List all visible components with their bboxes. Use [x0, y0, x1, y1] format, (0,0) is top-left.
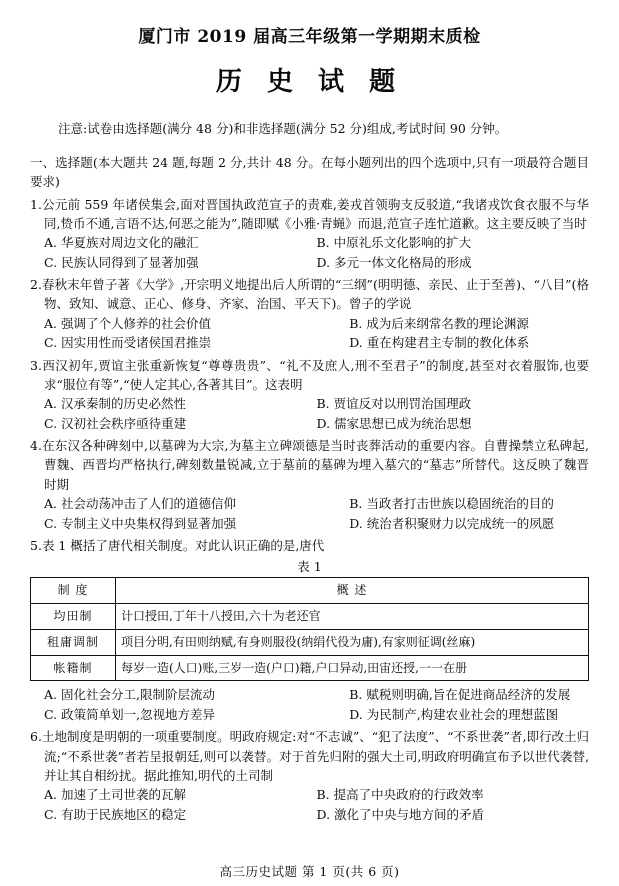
table-1-r1-c0: 租庸调制: [31, 629, 116, 655]
question-5-option-a[interactable]: A. 固化社会分工,限制阶层流动: [44, 687, 215, 703]
table-1-r1-c1: 项目分明,有田则纳赋,有身则服役(纳绢代役为庸),有家则征调(丝麻): [116, 629, 589, 655]
question-3-option-a[interactable]: A. 汉承秦制的历史必然性: [44, 396, 186, 412]
question-4-options: [30, 494, 589, 533]
table-row: [31, 655, 589, 681]
question-1-options: [30, 233, 589, 272]
table-row: [31, 604, 589, 630]
question-6-options: [30, 785, 589, 824]
question-6-option-b[interactable]: B. 提高了中央政府的行政效率: [316, 787, 484, 803]
question-3-option-b[interactable]: B. 贾谊反对以刑罚治国理政: [316, 396, 472, 412]
subject-title: 历 史 试 题: [215, 67, 404, 97]
question-2-option-d[interactable]: D. 重在构建君主专制的教化体系: [349, 335, 530, 351]
question-6-number: 6.: [30, 729, 42, 745]
section-one-heading: 一、选择题(本大题共 24 题,每题 2 分,共计 48 分。在每小题列出的四个选项中,只有一项最符合题目要求): [30, 154, 589, 190]
question-3: [30, 356, 589, 395]
question-2-options: [30, 314, 589, 353]
question-5: [30, 536, 589, 555]
question-6: [30, 727, 589, 785]
question-6-option-a[interactable]: A. 加速了土司世袭的瓦解: [44, 787, 186, 803]
question-1-option-c[interactable]: C. 民族认同得到了显著加强: [44, 254, 199, 270]
table-1-header-1: 概 述: [116, 578, 589, 604]
question-5-options: [30, 685, 589, 724]
table-1-header-0: 制 度: [31, 578, 116, 604]
question-2-stem: 春秋末年曾子著《大学》,开宗明义地提出后人所谓的“三纲”(明明德、亲民、止于至善)、“八目”(格物、致知、诚意、正心、修身、齐家、治国、平天下)。曾子的学说: [41, 277, 589, 312]
table-1-r2-c0: 帐籍制: [31, 655, 116, 681]
table-1-r0-c0: 均田制: [31, 604, 116, 630]
exam-title: 厦门市 2019 届高三年级第一学期期末质检: [138, 27, 481, 47]
table-row-header: [31, 578, 589, 604]
question-1-stem: 公元前 559 年诸侯集会,面对晋国执政范宣子的责难,姜戎首领驹支反驳道,“我诸戎饮食衣服不与华同,贽币不通,言语不达,何恶之能为”,随即赋《小雅·青蝇》而退,范宣子连忙道歉。这主要反映了当时: [41, 196, 589, 231]
question-5-option-c[interactable]: C. 政策简单划一,忽视地方差异: [44, 706, 216, 722]
question-1-number: 1.: [30, 196, 42, 212]
question-6-option-d[interactable]: D. 激化了中央与地方间的矛盾: [316, 806, 485, 822]
question-4-stem: 在东汉各种碑刻中,以墓碑为大宗,为墓主立碑颂德是当时丧葬活动的重要内容。自曹操禁立私碑起,曹魏、西晋均严格执行,碑刻数量锐减,立于墓前的墓碑为埋入墓穴的“墓志”所替代。这反映了魏晋时期: [41, 438, 589, 492]
table-row: [31, 629, 589, 655]
question-2-option-a[interactable]: A. 强调了个人修养的社会价值: [44, 315, 211, 331]
question-4-number: 4.: [30, 438, 42, 453]
question-2-number: 2.: [30, 277, 42, 292]
question-5-option-d[interactable]: D. 为民制产,构建农业社会的理想蓝图: [349, 706, 559, 722]
question-4: [30, 436, 589, 494]
question-3-options: [30, 394, 589, 433]
table-1-r0-c1: 计口授田,丁年十八授田,六十为老还官: [116, 604, 589, 630]
question-2-option-c[interactable]: C. 因实用性而受诸侯国君推崇: [44, 335, 212, 351]
question-1-option-d[interactable]: D. 多元一体文化格局的形成: [316, 254, 472, 270]
question-1-option-a[interactable]: A. 华夏族对周边文化的融汇: [44, 235, 199, 251]
table-1: [30, 577, 589, 681]
exam-notice: 注意:试卷由选择题(满分 48 分)和非选择题(满分 52 分)组成,考试时间 90 分钟。: [58, 121, 508, 136]
question-2: [30, 275, 589, 314]
question-3-option-d[interactable]: D. 儒家思想已成为统治思想: [316, 415, 472, 431]
question-3-option-c[interactable]: C. 汉初社会秩序亟待重建: [44, 415, 187, 431]
question-4-option-c[interactable]: C. 专制主义中央集权得到显著加强: [44, 515, 237, 531]
question-5-stem: 表 1 概括了唐代相关制度。对此认识正确的是,唐代: [41, 537, 325, 553]
question-4-option-b[interactable]: B. 当政者打击世族以稳固统治的目的: [349, 496, 554, 512]
question-3-stem: 西汉初年,贾谊主张重新恢复“尊尊贵贵”、“礼不及庶人,刑不至君子”的制度,甚至对衣着服饰,也要求“服位有等”,“使人定其心,各著其目”。这表明: [41, 357, 589, 392]
question-4-option-a[interactable]: A. 社会动荡冲击了人们的道德信仰: [44, 496, 236, 512]
page-footer: 高三历史试题 第 1 页(共 6 页): [219, 864, 400, 879]
question-3-number: 3.: [30, 357, 42, 373]
question-5-option-b[interactable]: B. 赋税则明确,旨在促进商品经济的发展: [349, 687, 571, 703]
question-6-stem: 土地制度是明朝的一项重要制度。明政府规定:对“不志诚”、“犯了法度”、“不系世袭”者,即行改土归流;“不系世袭”者若呈报朝廷,则可以袭替。对于首先归附的强大土司,明政府明确宣布予以世代袭替,并让其自相纷扰。据此推知,明代的土司制: [41, 729, 589, 783]
table-1-caption: 表 1: [297, 559, 322, 575]
question-6-option-c[interactable]: C. 有助于民族地区的稳定: [44, 806, 187, 822]
table-1-r2-c1: 每岁一造(人口)账,三岁一造(户口)籍,户口异动,田宙还授,一一在册: [116, 655, 589, 681]
question-4-option-d[interactable]: D. 统治者积聚财力以完成统一的夙愿: [349, 515, 555, 531]
question-1-option-b[interactable]: B. 中原礼乐文化影响的扩大: [316, 235, 472, 251]
question-5-number: 5.: [30, 537, 42, 553]
question-1: [30, 195, 589, 234]
question-2-option-b[interactable]: B. 成为后来纲常名教的理论渊源: [349, 315, 529, 331]
